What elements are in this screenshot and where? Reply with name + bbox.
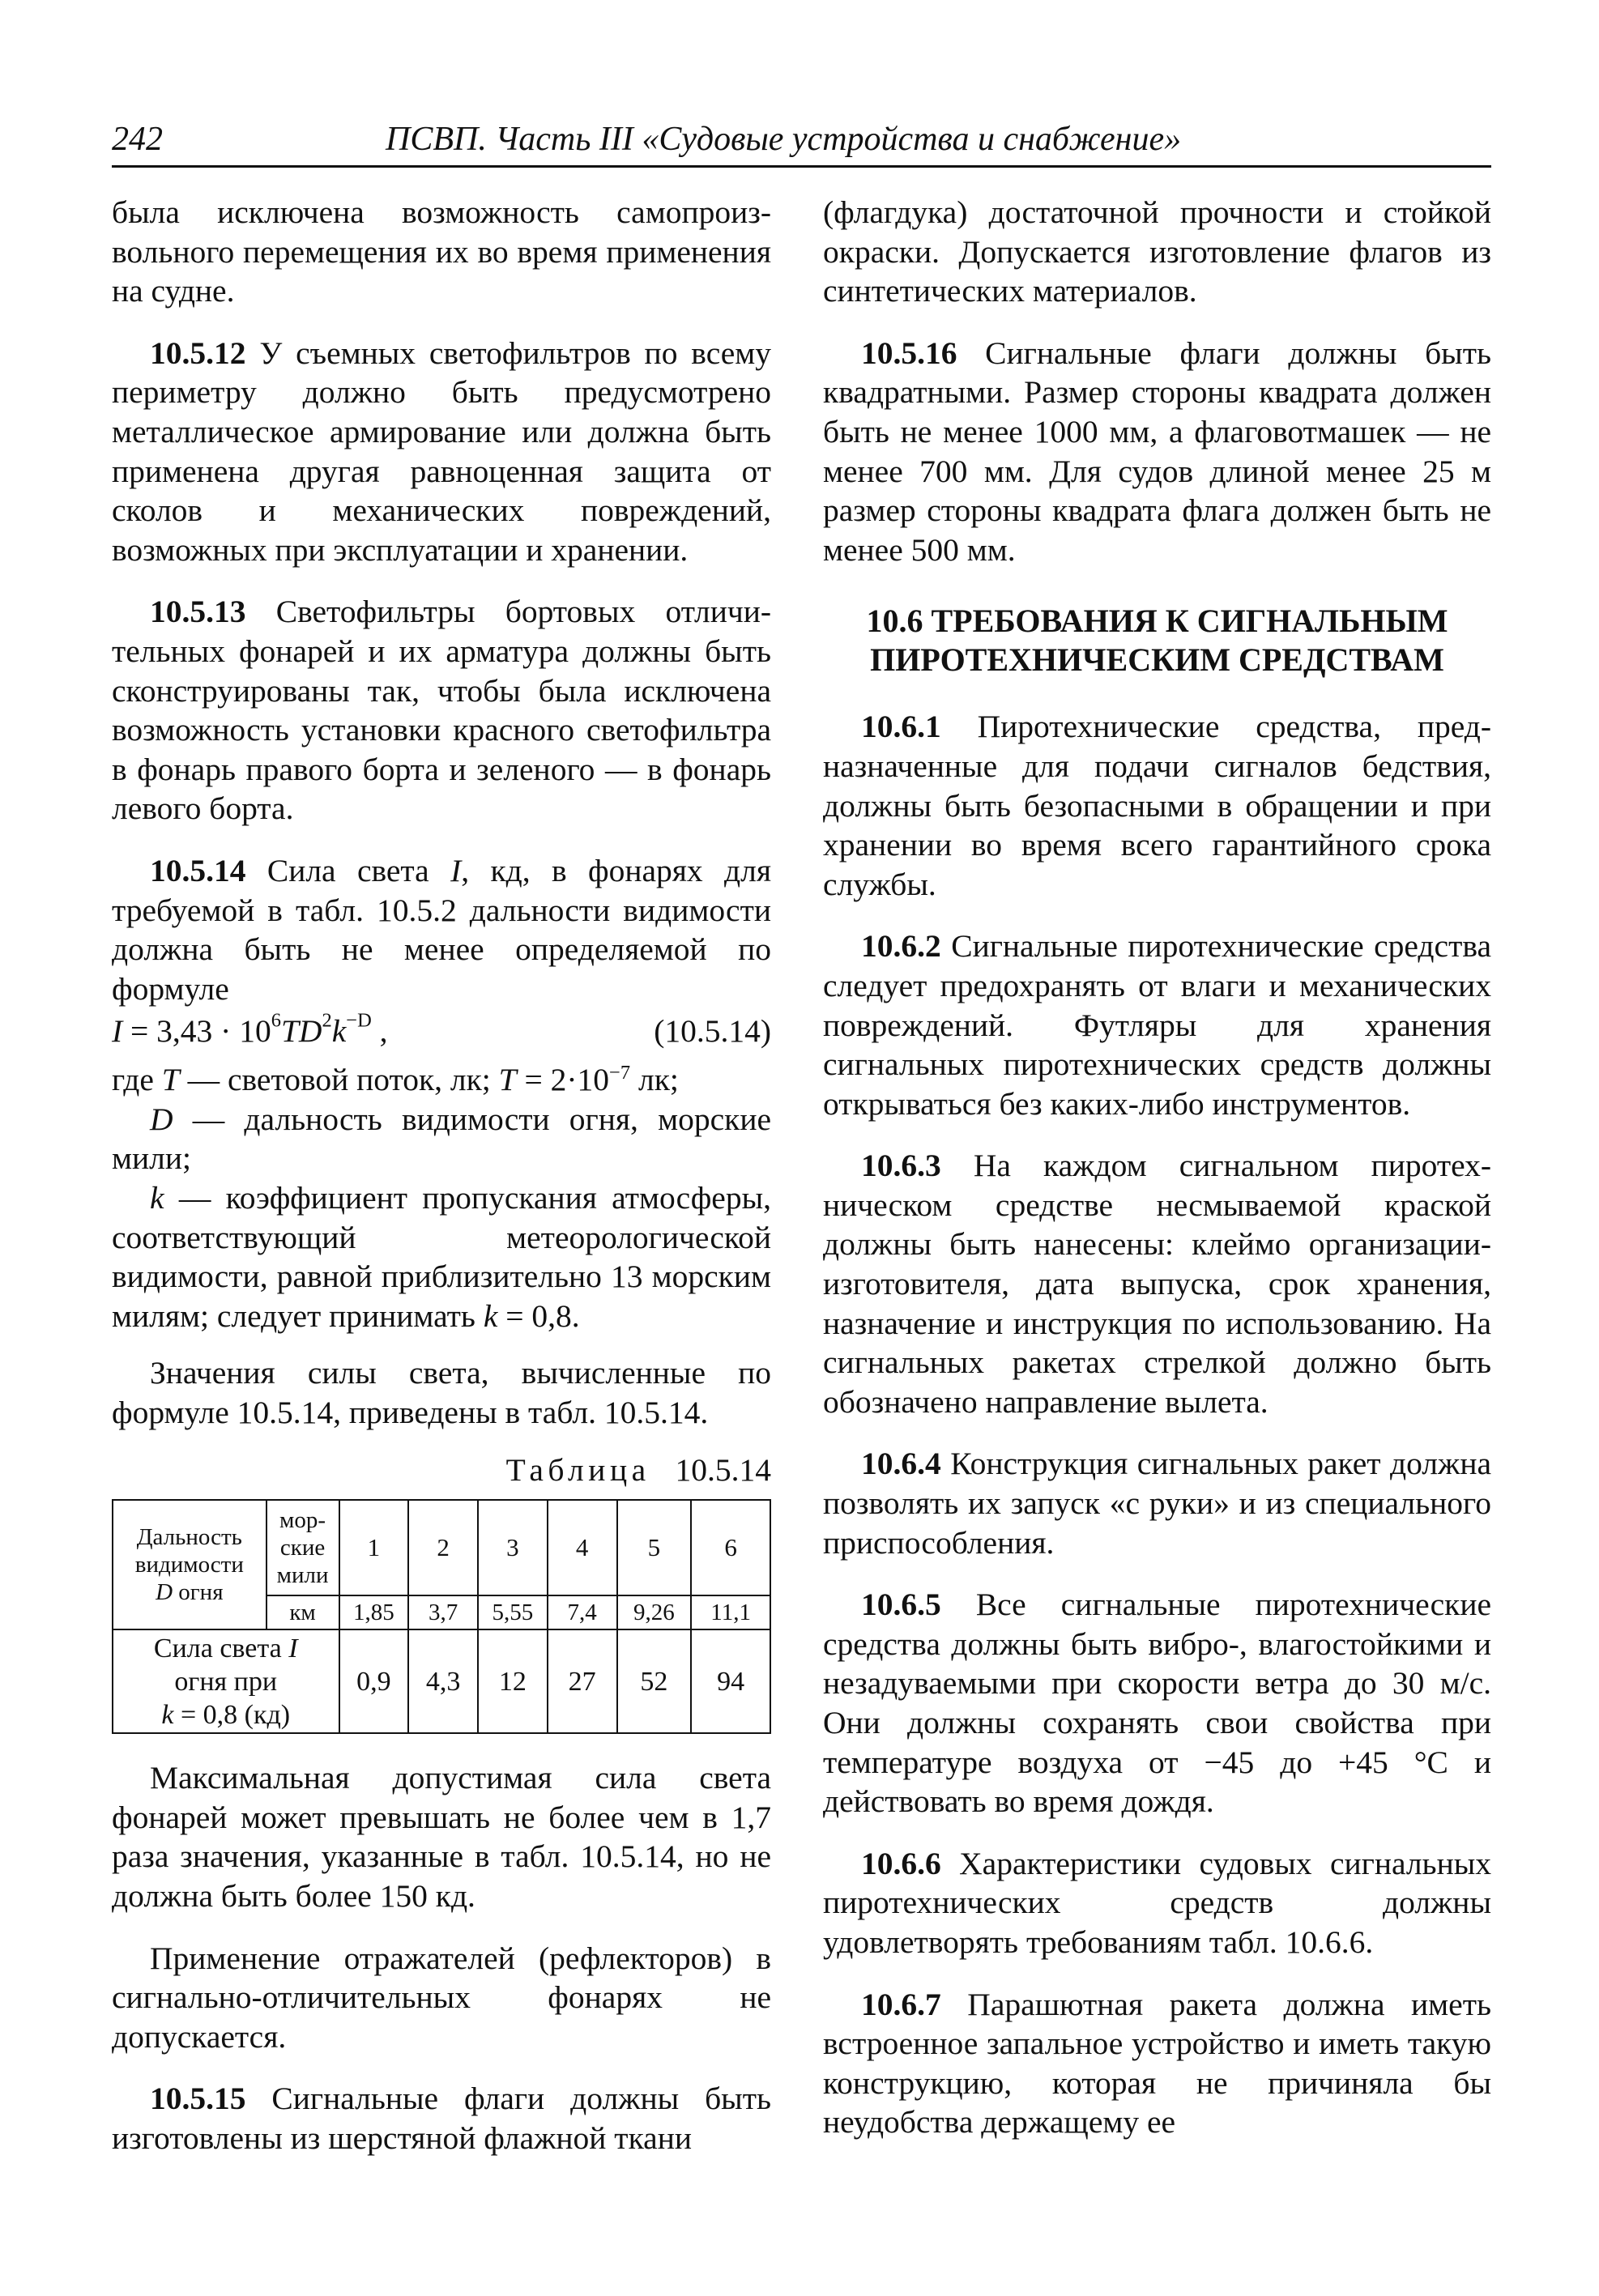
clause-number: 10.5.16 (861, 334, 957, 371)
clause-text: Парашютная ракета должна иметь встроенное запальное устройство и иметь такую конструкцию, которая не причиняла бы неудобства держащему ее (823, 1986, 1491, 2141)
clause-number: 10.6.1 (861, 709, 941, 745)
table-cell: 5 (617, 1500, 692, 1595)
section-heading-10-6: 10.6 ТРЕБОВАНИЯ К СИГНАЛЬНЫМ ПИРОТЕХНИЧЕСКИМ СРЕДСТВАМ (866, 603, 1448, 679)
table-cell: 2 (408, 1500, 478, 1595)
clause-number: 10.6.7 (861, 1986, 941, 2022)
clause-10-6-6 (823, 1844, 1491, 1962)
unit-nautical-miles: морские мили (266, 1500, 339, 1595)
clause-number: 10.6.6 (861, 1845, 941, 1881)
table-cell: 4,3 (408, 1629, 478, 1733)
table-cell: 3,7 (408, 1595, 478, 1629)
clause-text: Сигнальные флаги должны быть квадратными. Размер стороны квадрата должен быть не менее 1000 мм, а флаговотмашек — не менее 700 мм. Для судов длиной менее 25 м размер стороны квадрата флага должен быть не менее 500 мм. (823, 334, 1491, 568)
table-10-5-14 (112, 1499, 771, 1734)
clause-number: 10.6.3 (861, 1148, 941, 1184)
var-i: I (450, 852, 462, 888)
table-cell: 12 (478, 1629, 548, 1733)
clause-text: На каждом сигнальном пиротехническом средстве несмываемой краской должны быть нанесены: клеймо организации-изготовителя, дата выпуска, срок хранения, назначение и инструкция по использованию. На сигнальных ракетах стрелкой должно быть обозначено направление вылета. (823, 1148, 1491, 1420)
table-caption: Таблица 10.5.14 (505, 1451, 771, 1488)
paragraph-max-intensity: Максимальная допустимая сила света фонарей может превышать не более чем в 1,7 раза значения, указанные в табл. 10.5.14, но не должна быть более 150 кд. (112, 1760, 771, 1914)
paragraph-reflectors: Применение отражателей (рефлекторов) в сигнально-отличительных фонарях не допускается. (112, 1940, 771, 2055)
clause-text: Характеристики судовых сигнальных пиротехнических средств должны удовлетворять требованиям табл. 10.6.6. (823, 1845, 1491, 1960)
clause-10-6-4 (823, 1444, 1491, 1562)
table-cell: 3 (478, 1500, 548, 1595)
clause-number: 10.6.4 (861, 1446, 941, 1482)
formula-expression: $I = 3,43 \cdot 10^6TD^2k^{-D}$ , (112, 1009, 388, 1050)
table-row (113, 1629, 770, 1733)
table-cell: 9,26 (617, 1595, 692, 1629)
clause-10-5-14: 10.5.14 Сила света I, кд, в фонарях для требуемой в табл. 10.5.2 дальности видимости должна быть не менее определяемой по формуле (112, 852, 771, 1007)
clause-text: Конструкция сигнальных ракет должна позволять их запуск «с руки» и из специального приспособления. (823, 1446, 1491, 1561)
clause-text: Сигнальные флаги должны быть изготовлены из шерстяной флажной ткани (112, 2081, 771, 2156)
clause-number: 10.5.13 (150, 594, 246, 630)
clause-10-6-1 (823, 707, 1491, 904)
table-cell: 1 (339, 1500, 409, 1595)
table-cell: 7,4 (548, 1595, 617, 1629)
row-header-distance: Дальность видимости D огня (113, 1500, 266, 1629)
clause-text: Светофильтры бортовых отличительных фонарей и их арматура должны быть сконструированы так, чтобы была исключена возможность установки красного светофильтра в фонарь правого борта и зеленого — в фонарь левого борта. (112, 594, 771, 827)
paragraph-continuation: была исключена возможность самопроизвольного перемещения их во время применения на судне. (112, 194, 771, 309)
table-cell: 11,1 (691, 1595, 770, 1629)
table-row (113, 1500, 770, 1595)
table-cell: 94 (691, 1629, 770, 1733)
row-header-intensity: Сила света I огня при k = 0,8 (кд) (113, 1629, 339, 1733)
clause-number: 10.5.15 (150, 2081, 246, 2117)
clause-10-6-7 (823, 1985, 1491, 2142)
clause-number: 10.5.14 (150, 852, 246, 888)
running-title: ПСВП. Часть III «Судовые устройства и снабжение» (386, 121, 1182, 158)
page-header (112, 120, 1491, 168)
table-cell: 52 (617, 1629, 692, 1733)
legend-d: D — дальность видимости огня, морские мили; (112, 1101, 771, 1177)
right-column (823, 193, 1491, 2165)
clause-10-5-15 (112, 2079, 771, 2158)
clause-text: Все сигнальные пиротехнические средства должны быть вибро-, влагостойкими и незадуваемыми при скорости ветра до 30 м/с. Они должны сохранять свои свойства при температуре воздуха от −45 до +45 °С и действовать во время дождя. (823, 1587, 1491, 1820)
legend-t: где T — световой поток, лк; $T = 2\cdot 10^{-7}$ лк; (112, 1062, 679, 1098)
clause-10-5-12 (112, 334, 771, 570)
table-cell: 27 (548, 1629, 617, 1733)
clause-number: 10.6.2 (861, 928, 941, 965)
table-cell: 6 (691, 1500, 770, 1595)
page-number: 242 (112, 121, 163, 158)
table-cell: 0,9 (339, 1629, 409, 1733)
clause-10-5-16 (823, 334, 1491, 570)
clause-10-6-5 (823, 1585, 1491, 1821)
table-cell: 1,85 (339, 1595, 409, 1629)
header-rule (112, 165, 1491, 168)
clause-number: 10.6.5 (861, 1587, 941, 1623)
clause-text: Сигнальные пиротехнические средства следует предохранять от влаги и механических повреждений. Футляры для хранения сигнальных пиротехнических средств должны открываться без каких-либо инструментов. (823, 928, 1491, 1122)
paragraph-values: Значения силы света, вычисленные по формуле 10.5.14, приведены в табл. 10.5.14. (112, 1355, 771, 1431)
legend-k: k — коэффициент пропускания атмосферы, соответствующий метеорологической видимости, равной приблизительно 13 морским милям; следует принимать k = 0,8. (112, 1180, 771, 1334)
left-column (112, 193, 771, 2181)
clause-text: Пиротехнические средства, предназначенные для подачи сигналов бедствия, должны быть безопасными в обращении и при хранении во время всего гарантийного срока службы. (823, 709, 1491, 902)
formula-number: (10.5.14) (654, 1013, 771, 1050)
table-cell: 5,55 (478, 1595, 548, 1629)
clause-10-5-13 (112, 592, 771, 829)
table-cell: 4 (548, 1500, 617, 1595)
formula-legend (112, 1060, 771, 1335)
unit-km: км (266, 1595, 339, 1629)
paragraph-continuation: (флагдука) достаточной прочности и стойкой окраски. Допускается изготовление флагов из синтетических материалов. (823, 194, 1491, 309)
formula-10-5-14 (112, 1009, 771, 1055)
clause-10-6-3 (823, 1146, 1491, 1421)
clause-10-6-2 (823, 926, 1491, 1123)
clause-number: 10.5.12 (150, 334, 246, 371)
clause-text: У съемных светофильтров по всему периметру должно быть предусмотрено металлическое армирование или должна быть применена другая равноценная защита от сколов и механических повреждений, возможных при эксплуатации и хранении. (112, 334, 771, 568)
